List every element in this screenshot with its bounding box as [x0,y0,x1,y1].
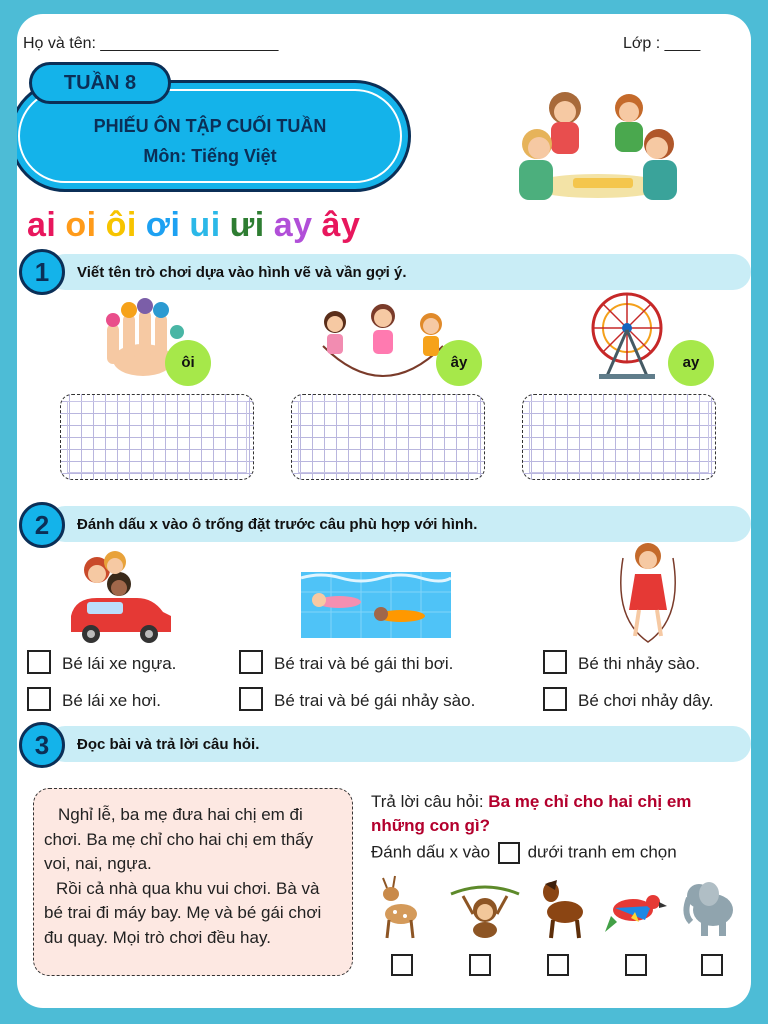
checkbox-1a[interactable] [27,650,51,674]
option-2b: Bé trai và bé gái nhảy sào. [274,691,476,710]
animal-checkbox-monkey[interactable] [469,954,491,976]
writing-grid-2[interactable] [291,394,485,480]
section-2-number: 2 [19,502,65,548]
vowel-ay: ay [273,206,313,244]
checkbox-2a[interactable] [239,650,263,674]
section-3-number: 3 [19,722,65,768]
animal-checkbox-elephant[interactable] [701,954,723,976]
section-1-number: 1 [19,249,65,295]
jump-rope-kids-icon [313,296,453,386]
option-1b: Bé lái xe hơi. [62,691,162,710]
ferris-wheel-icon [587,290,667,382]
title-line-2: Môn: Tiếng Việt [143,146,277,166]
student-name-field[interactable]: Họ và tên: ____________________ [23,35,279,52]
hint-bubble-2: ây [436,340,482,386]
section-1-instruction: Viết tên trò chơi dựa vào hình vẽ và vần gợi ý. [77,264,407,281]
writing-grid-3[interactable] [522,394,716,480]
vowel-ui: ui [189,206,221,244]
question-text: Trả lời câu hỏi: Ba mẹ chỉ cho hai chị em những con gì? [371,792,692,835]
class-field[interactable]: Lớp : ____ [623,35,701,52]
section-2-instruction: Đánh dấu x vào ô trống đặt trước câu phù hợp với hình. [77,516,478,533]
girl-jumping-rope-icon [613,538,683,648]
kids-in-car-icon [67,548,177,644]
vowel-ai: ai [27,206,57,244]
mark-instruction: Đánh dấu x vào dưới tranh em chọn [371,842,677,864]
writing-grid-1[interactable] [60,394,254,480]
elephant-icon [681,874,737,940]
passage-paragraph-2: Rồi cả nhà qua khu vui chơi. Bà và bé trai đi máy bay. Mẹ và bé gái chơi đu quay. Mọi trò chơi đều hay. [44,878,322,947]
title-line-1: PHIẾU ÔN TẬP CUỐI TUẦN [93,116,327,136]
vowel-oi-circumflex: ôi [105,206,137,244]
vowel-ay-circumflex: ây [321,206,361,244]
vowel-oi-horn: ơi [145,206,181,244]
checkbox-2b[interactable] [239,687,263,711]
parrot-icon [605,888,669,938]
children-playing-illustration [503,86,693,216]
animal-checkbox-parrot[interactable] [625,954,647,976]
vowel-row [27,206,369,245]
vowel-oi: oi [65,206,97,244]
week-tag: TUẦN 8 [29,62,171,104]
checkbox-1b[interactable] [27,687,51,711]
swimming-kids-icon [301,572,451,638]
reading-passage [33,788,353,976]
worksheet [17,14,751,1008]
checkbox-3a[interactable] [543,650,567,674]
section-3-instruction: Đọc bài và trả lời câu hỏi. [77,736,260,753]
option-3b: Bé chơi nhảy dây. [578,691,714,710]
option-1a: Bé lái xe ngựa. [62,654,177,673]
hint-bubble-3: ay [668,340,714,386]
vowel-ui-horn: ưi [229,206,265,244]
animal-checkbox-deer[interactable] [391,954,413,976]
option-2a: Bé trai và bé gái thi bơi. [274,654,454,673]
deer-icon [373,874,423,940]
checkbox-3b[interactable] [543,687,567,711]
sample-checkbox [498,842,520,864]
monkey-icon [449,884,521,940]
horse-icon [537,878,589,940]
animal-checkbox-horse[interactable] [547,954,569,976]
passage-paragraph-1: Nghỉ lễ, ba mẹ đưa hai chị em đi chơi. Ba mẹ chỉ cho hai chị em thấy voi, nai, ngựa. [44,805,314,873]
hint-bubble-1: ôi [165,340,211,386]
option-3a: Bé thi nhảy sào. [578,654,700,673]
